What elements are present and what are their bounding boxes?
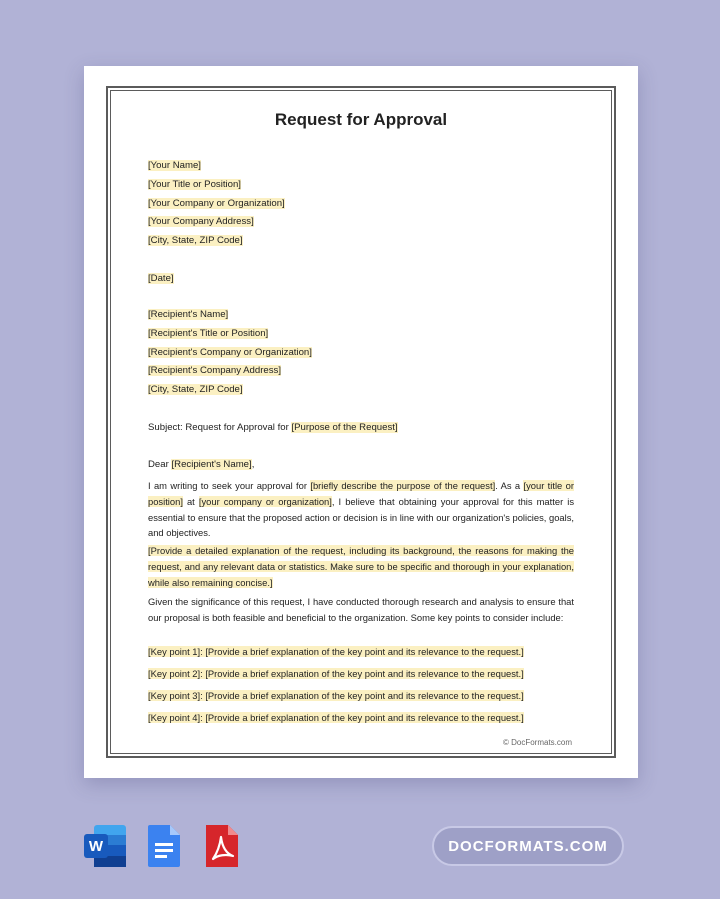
salutation-placeholder: [Recipient's Name] — [171, 459, 252, 470]
subject-line: Subject: Request for Approval for [Purpose of the Request] — [148, 422, 398, 433]
recipient-name: [Recipient's Name] — [148, 309, 229, 320]
word-icon[interactable] — [84, 823, 128, 869]
document-title: Request for Approval — [274, 110, 448, 129]
key-point-2: [Key point 2]: [Provide a brief explanation of the key point and its relevance to the request.] — [148, 668, 524, 679]
paragraph-research: Given the significance of this request, I have conducted thorough research and analysis to ensure that our proposal is both feasible and beneficial to the organization. Some key points to consider include: — [148, 596, 574, 623]
google-docs-icon[interactable] — [142, 823, 186, 869]
sender-address: [Your Company Address] — [148, 216, 254, 228]
sender-city: [City, State, ZIP Code] — [148, 235, 243, 247]
recipient-block — [148, 306, 588, 400]
sender-company: [Your Company or Organization] — [148, 197, 285, 209]
format-icons — [84, 823, 244, 869]
date-block — [148, 270, 588, 289]
key-point-1: [Key point 1]: [Provide a brief explanation of the key point and its relevance to the request.] — [148, 646, 524, 657]
paragraph-explanation: [Provide a detailed explanation of the request, including its background, the reasons for making the request, and any relevant data or statistics. Make sure to be specific and thorough in your explanation, while also remaining concise.] — [148, 545, 574, 588]
sender-name: [Your Name] — [148, 160, 201, 171]
key-point-4: [Key point 4]: [Provide a brief explanation of the key point and its relevance to the request.] — [148, 712, 524, 723]
recipient-company: [Recipient's Company or Organization] — [148, 346, 312, 358]
pdf-icon[interactable] — [200, 823, 244, 869]
recipient-title: [Recipient's Title or Position] — [148, 327, 269, 339]
recipient-city: [City, State, ZIP Code] — [148, 384, 243, 396]
docformats-button[interactable]: DOCFORMATS.COM — [432, 826, 624, 866]
date-field: [Date] — [148, 273, 174, 284]
salutation: Dear [Recipient's Name], — [148, 459, 255, 470]
footer-credit: © DocFormats.com — [502, 738, 572, 747]
subject-placeholder: [Purpose of the Request] — [291, 422, 398, 433]
paragraph-intro: I am writing to seek your approval for [briefly describe the purpose of the request]. As a [your title or position] at [your company or organization], I believe that obtaining your approval for this matter is essential to ensure that the proposed action or decision is in line with our organization's policies, goals, and objectives. — [148, 480, 575, 539]
sender-title: [Your Title or Position] — [148, 178, 241, 190]
recipient-address: [Recipient's Company Address] — [148, 365, 282, 377]
key-points-list — [148, 641, 588, 729]
key-point-3: [Key point 3]: [Provide a brief explanation of the key point and its relevance to the request.] — [148, 690, 524, 701]
svg-text:W: W — [88, 838, 104, 855]
sender-block — [148, 157, 588, 251]
